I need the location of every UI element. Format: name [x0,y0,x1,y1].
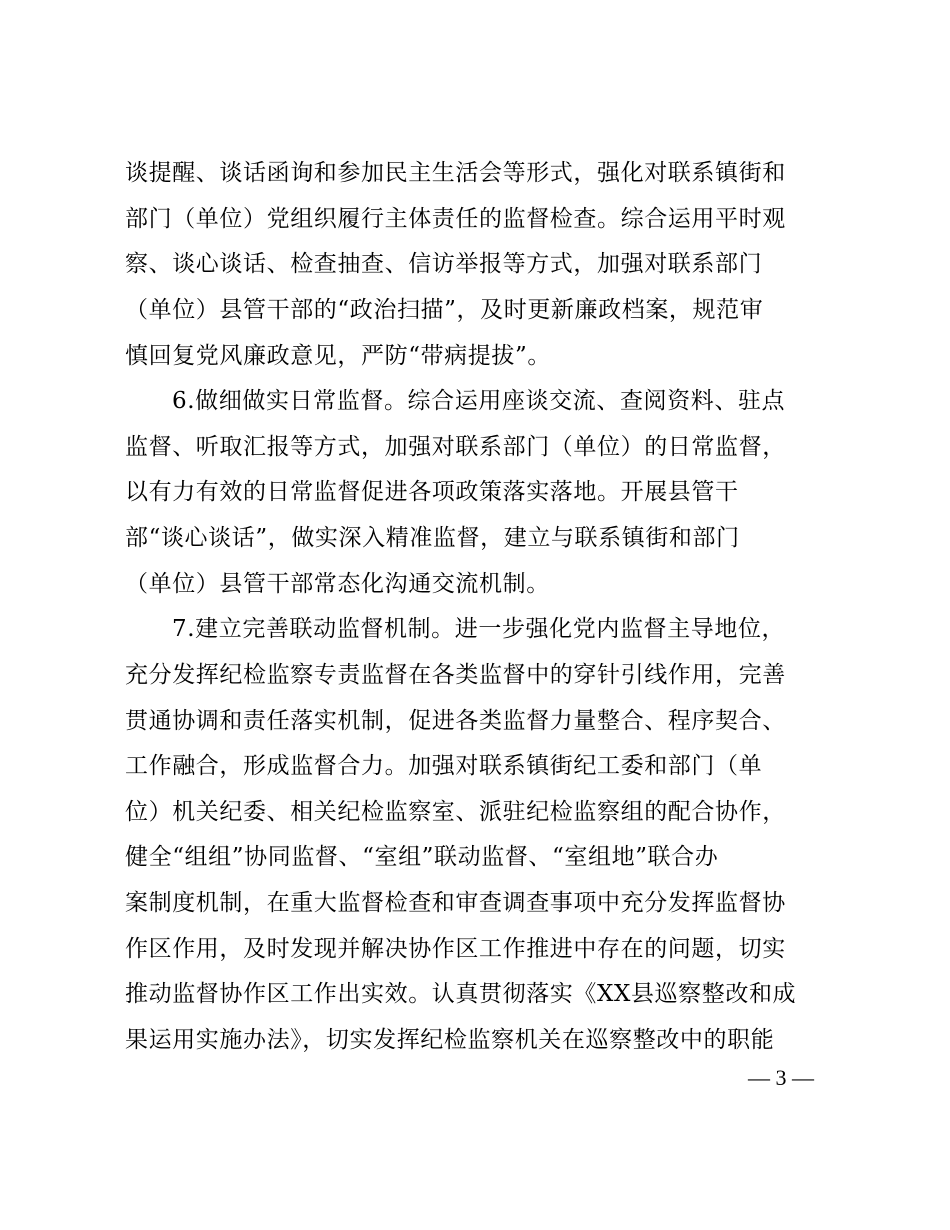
text-line: 工作融合，形成监督合力。加强对联系镇街纪工委和部门（单 [125,753,763,779]
text-line: 作区作用，及时发现并解决协作区工作推进中存在的问题，切实 [125,936,786,962]
text-line: 慎回复党风廉政意见，严防“带病提拔”。 [125,343,551,369]
text-line: 果运用实施办法》，切实发挥纪检监察机关在巡察整改中的职能 [125,1027,775,1053]
text-line-indented: 7.建立完善联动监督机制。进一步强化党内监督主导地位， [172,616,786,642]
text-line: 部门（单位）党组织履行主体责任的监督检查。综合运用平时观 [125,206,786,232]
text-line-indented: 6.做细做实日常监督。综合运用座谈交流、查阅资料、驻点 [172,388,786,414]
text-line: （单位）县管干部的“政治扫描”，及时更新廉政档案，规范审 [125,297,764,323]
text-line: 健全“组组”协同监督、“室组”联动监督、“室组地”联合办 [125,844,719,870]
text-line: 部“谈心谈话”，做实深入精准监督，建立与联系镇街和部门 [125,525,740,551]
text-line: 案制度机制，在重大监督检查和审查调查事项中充分发挥监督协 [125,890,786,916]
text-line: 谈提醒、谈话函询和参加民主生活会等形式，强化对联系镇街和 [125,160,786,186]
text-line: 察、谈心谈话、检查抽查、信访举报等方式，加强对联系部门 [125,251,763,277]
text-line: 推动监督协作区工作出实效。认真贯彻落实《XX县巡察整改和成 [125,981,797,1007]
text-line: 位）机关纪委、相关纪检监察室、派驻纪检监察组的配合协作， [125,799,786,825]
text-line: 贯通协调和责任落实机制，促进各类监督力量整合、程序契合、 [125,708,786,734]
text-line: 以有力有效的日常监督促进各项政策落实落地。开展县管干 [125,479,739,505]
text-line: （单位）县管干部常态化沟通交流机制。 [125,571,550,597]
page-number: — 3 — [748,1065,814,1090]
text-line: 充分发挥纪检监察专责监督在各类监督中的穿针引线作用，完善 [125,662,786,688]
text-line: 监督、听取汇报等方式，加强对联系部门（单位）的日常监督， [125,434,786,460]
